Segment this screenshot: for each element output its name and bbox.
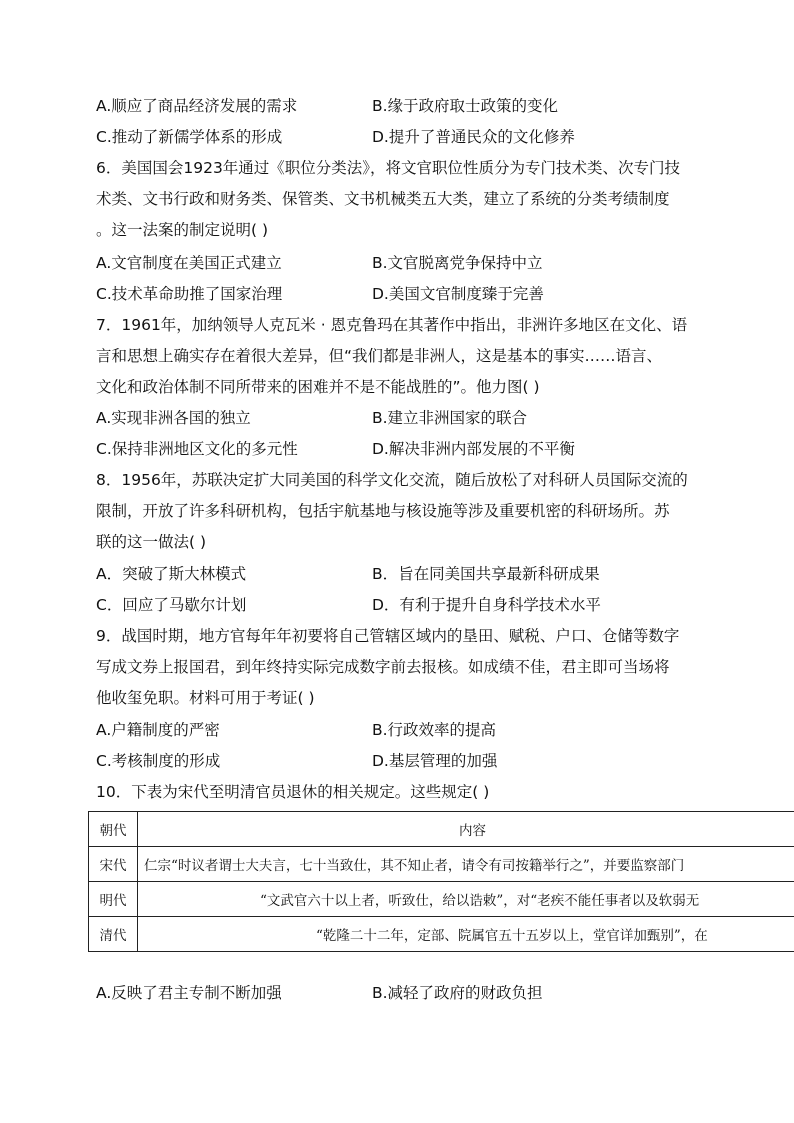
q5-option-a: A.顺应了商品经济发展的需求 xyxy=(96,97,298,115)
q6-stem-line-3: 。这一法案的制定说明( ) xyxy=(96,221,269,239)
q10-stem: 10．下表为宋代至明清官员退休的相关规定。这些规定( ) xyxy=(96,783,490,801)
q6-stem-line-2: 术类、文书行政和财务类、保管类、文书机械类五大类，建立了系统的分类考绩制度 xyxy=(96,190,670,208)
q8-stem-line-3: 联的这一做法( ) xyxy=(96,533,207,551)
q9-stem-line-3: 他收玺免职。材料可用于考证( ) xyxy=(96,689,315,707)
q9-option-b: B.行政效率的提高 xyxy=(372,721,497,739)
q10-option-a: A.反映了君主专制不断加强 xyxy=(96,984,282,1002)
q7-stem-line-1: 7．1961年，加纳领导人克瓦米 · 恩克鲁玛在其著作中指出，非洲许多地区在文化、语 xyxy=(96,316,688,334)
q10-option-b: B.减轻了政府的财政负担 xyxy=(372,984,543,1002)
q6-stem-line-1: 6．美国国会1923年通过《职位分类法》，将文官职位性质分为专门技术类、次专门技 xyxy=(96,159,681,177)
header-content: 内容 xyxy=(138,812,794,847)
table-header-row xyxy=(89,812,794,847)
q9-option-c: C.考核制度的形成 xyxy=(96,752,221,770)
q8-option-b: B．旨在同美国共享最新科研成果 xyxy=(372,565,600,583)
q9-stem-line-2: 写成文券上报国君，到年终持实际完成数字前去报核。如成绩不佳，君主即可当场将 xyxy=(96,658,670,676)
q7-option-d: D.解决非洲内部发展的不平衡 xyxy=(372,440,575,458)
q8-option-a: A．突破了斯大林模式 xyxy=(96,565,247,583)
q5-option-d: D.提升了普通民众的文化修养 xyxy=(372,128,575,146)
row-dynasty: 清代 xyxy=(89,917,138,952)
q7-option-c: C.保持非洲地区文化的多元性 xyxy=(96,440,298,458)
q8-option-c: C．回应了马歇尔计划 xyxy=(96,596,247,614)
q8-stem-line-1: 8．1956年，苏联决定扩大同美国的科学文化交流，随后放松了对科研人员国际交流的 xyxy=(96,471,688,489)
table-row xyxy=(89,882,794,917)
q6-option-d: D.美国文官制度臻于完善 xyxy=(372,285,544,303)
table-row xyxy=(89,917,794,952)
row-content: “乾隆二十二年，定部、院属官五十五岁以上，堂官详加甄别”，在 xyxy=(138,917,794,952)
row-content: “文武官六十以上者，听致仕，给以诰敕”，对“老疾不能任事者以及软弱无 xyxy=(138,882,794,917)
table-row xyxy=(89,847,794,882)
q7-stem-line-3: 文化和政治体制不同所带来的困难并不是不能战胜的”。他力图( ) xyxy=(96,378,540,396)
header-dynasty: 朝代 xyxy=(89,812,138,847)
q8-stem-line-2: 限制，开放了许多科研机构，包括宇航基地与核设施等涉及重要机密的科研场所。苏 xyxy=(96,502,670,520)
q7-option-a: A.实现非洲各国的独立 xyxy=(96,409,251,427)
row-dynasty: 宋代 xyxy=(89,847,138,882)
q7-stem-line-2: 言和思想上确实存在着很大差异，但“我们都是非洲人，这是基本的事实……语言、 xyxy=(96,347,663,365)
q6-option-b: B.文官脱离党争保持中立 xyxy=(372,254,543,272)
q6-option-a: A.文官制度在美国正式建立 xyxy=(96,254,282,272)
q5-option-c: C.推动了新儒学体系的形成 xyxy=(96,128,283,146)
q9-stem-line-1: 9．战国时期，地方官每年年初要将自己管辖区域内的垦田、赋税、户口、仓储等数字 xyxy=(96,627,680,645)
q9-option-a: A.户籍制度的严密 xyxy=(96,721,220,739)
q9-option-d: D.基层管理的加强 xyxy=(372,752,498,770)
q6-option-c: C.技术革命助推了国家治理 xyxy=(96,285,283,303)
q5-option-b: B.缘于政府取士政策的变化 xyxy=(372,97,559,115)
q7-option-b: B.建立非洲国家的联合 xyxy=(372,409,528,427)
retirement-rules-table xyxy=(88,811,794,952)
row-content: 仁宗“时议者谓士大夫言，七十当致仕，其不知止者，请令有司按籍举行之”，并要监察部门 xyxy=(138,847,794,882)
q8-option-d: D．有利于提升自身科学技术水平 xyxy=(372,596,601,614)
row-dynasty: 明代 xyxy=(89,882,138,917)
